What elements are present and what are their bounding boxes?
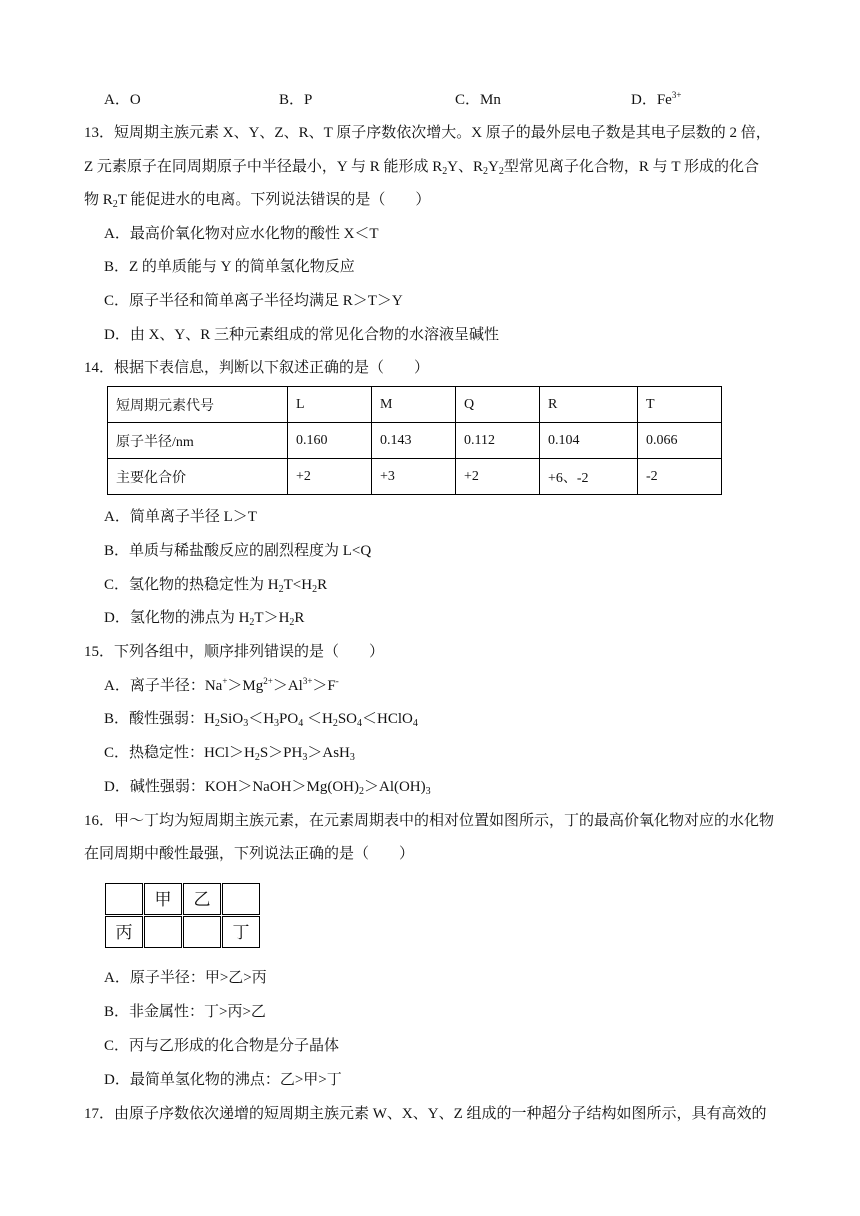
q13-option-a: A．最高价氧化物对应水化物的酸性 X＜T [104,226,379,242]
q12-option-b: B．P [279,92,313,108]
q15-stem: 15．下列各组中，顺序排列错误的是（ ） [84,644,385,660]
q12-option-d-text: D．Fe [631,92,672,108]
q14-text: R [317,577,328,593]
grid-cell-empty [105,883,143,915]
q16-stem-line1: 16．甲～丁均为短周期主族元素，在元素周期表中的相对位置如图所示，丁的最高价氧化物对应的水化物 [84,813,775,829]
table-cell: M [372,387,456,423]
table-cell: 0.066 [638,423,722,459]
q15-sub: 3 [274,718,280,729]
table-cell: 原子半径/nm [108,423,288,459]
grid-cell-empty [144,916,182,948]
grid-cell-empty [222,883,260,915]
q15-sub: 4 [412,718,418,729]
q15-text: ＞Mg [227,678,264,694]
q16-option-b: B．非金属性：丁>丙>乙 [104,1004,266,1020]
q15-text: A．离子半径：Na [104,678,223,694]
q15-text: ＞Al [272,678,303,694]
q15-option-d [104,777,431,797]
q16-option-c: C．丙与乙形成的化合物是分子晶体 [104,1038,340,1054]
table-cell: R [540,387,638,423]
q15-sup: - [335,676,339,686]
q13-text: Z 元素原子在同周期原子中半径最小，Y 与 R 能形成 R [84,159,443,175]
table-cell: 0.104 [540,423,638,459]
table-cell: 0.160 [288,423,372,459]
table-row [108,387,722,423]
q15-sub: 3 [243,718,249,729]
table-cell: L [288,387,372,423]
q15-text: ＞AsH [307,745,350,761]
table-cell: +6、-2 [540,459,638,495]
table-cell: 主要化合价 [108,459,288,495]
q15-text: SiO [219,711,244,727]
q14-option-d [104,608,304,628]
table-cell: 短周期元素代号 [108,387,288,423]
q13-text: 型常见离子化合物，R 与 T 形成的化合 [503,159,760,175]
table-cell: +2 [456,459,540,495]
q15-sup: 3+ [302,676,313,686]
q14-sub: 2 [289,617,295,628]
q16-stem-line2: 在同周期中酸性最强，下列说法正确的是（ ） [84,846,415,862]
q14-option-c [104,575,327,595]
q15-text: ＞Al(OH) [363,779,426,795]
q15-sub: 2 [358,786,364,797]
q15-text: ＞F [312,678,336,694]
q14-option-a: A．简单离子半径 L＞T [104,509,257,525]
q15-sub: 2 [332,718,338,729]
grid-cell-empty [183,916,221,948]
q13-text: Y、R [447,159,484,175]
q13-option-b: B．Z 的单质能与 Y 的简单氢化物反应 [104,259,355,275]
element-info-table [107,386,722,495]
table-cell: 0.143 [372,423,456,459]
periodic-position-grid [105,883,261,949]
q14-sub: 2 [249,617,255,628]
table-cell: Q [456,387,540,423]
q15-text: B．酸性强弱：H [104,711,215,727]
q13-sub: 2 [442,166,448,177]
table-row [108,423,722,459]
q12-option-d-sup: 3+ [671,90,682,100]
q13-text: Y [488,159,499,175]
q13-sub: 2 [483,166,489,177]
q14-option-b: B．单质与稀盐酸反应的剧烈程度为 L<Q [104,543,372,559]
q15-sub: 3 [425,786,431,797]
grid-cell-bing: 丙 [105,916,143,948]
q14-sub: 2 [278,584,284,595]
q16-option-a: A．原子半径：甲>乙>丙 [104,970,267,986]
q16-option-d: D．最简单氢化物的沸点：乙>甲>丁 [104,1072,342,1088]
q13-text: 物 R [84,192,113,208]
q14-sub: 2 [312,584,318,595]
q13-sub: 2 [498,166,504,177]
table-cell: -2 [638,459,722,495]
table-cell: +2 [288,459,372,495]
q14-stem: 14．根据下表信息，判断以下叙述正确的是（ ） [84,360,430,376]
grid-cell-yi: 乙 [183,883,221,915]
q15-text: ＜H [248,711,275,727]
q15-text: S＞PH [259,745,303,761]
q15-text: PO [279,711,299,727]
q13-option-d: D．由 X、Y、R 三种元素组成的常见化合物的水溶液呈碱性 [104,327,500,343]
q12-option-c: C．Mn [455,92,501,108]
q17-stem-line1: 17．由原子序数依次递增的短周期主族元素 W、X、Y、Z 组成的一种超分子结构如图所示，具有高效的 [84,1106,767,1122]
q13-text: T 能促进水的电离。下列说法错误的是（ ） [117,192,431,208]
q15-text: ＜HClO [362,711,413,727]
q13-sub: 2 [112,199,118,210]
q13-stem-line3 [84,190,430,210]
table-cell: 0.112 [456,423,540,459]
q14-text: D．氢化物的沸点为 H [104,610,250,626]
q12-option-a: A．O [104,92,141,108]
q13-stem-line1: 13．短周期主族元素 X、Y、Z、R、T 原子序数依次增大。X 原子的最外层电子数是其电子层数的 2 倍， [84,125,771,141]
q14-text: R [294,610,305,626]
q15-sub: 3 [349,752,355,763]
q15-sub: 4 [298,718,304,729]
q15-option-b [104,709,418,729]
q14-text: C．氢化物的热稳定性为 H [104,577,279,593]
grid-cell-ding: 丁 [222,916,260,948]
q15-sub: 3 [302,752,308,763]
table-cell: T [638,387,722,423]
q15-sub: 2 [214,718,220,729]
q15-option-c [104,743,355,763]
q15-sup: 2+ [263,676,273,686]
grid-cell-jia: 甲 [144,883,182,915]
q14-text: T＞H [254,610,290,626]
q15-text: D．碱性强弱：KOH＞NaOH＞Mg(OH) [104,779,359,795]
q13-stem-line2 [84,157,759,177]
q15-text: C．热稳定性：HCl＞H [104,745,255,761]
table-cell: +3 [372,459,456,495]
q15-sup: + [222,676,228,686]
table-row [108,459,722,495]
q13-option-c: C．原子半径和简单离子半径均满足 R＞T＞Y [104,293,403,309]
q15-option-a [104,676,339,696]
q15-sub: 4 [357,718,362,729]
q12-option-d [631,90,681,110]
q15-text: ＜H [303,711,333,727]
q14-text: T<H [283,577,313,593]
q15-sub: 2 [254,752,260,763]
q15-text: SO [337,711,357,727]
